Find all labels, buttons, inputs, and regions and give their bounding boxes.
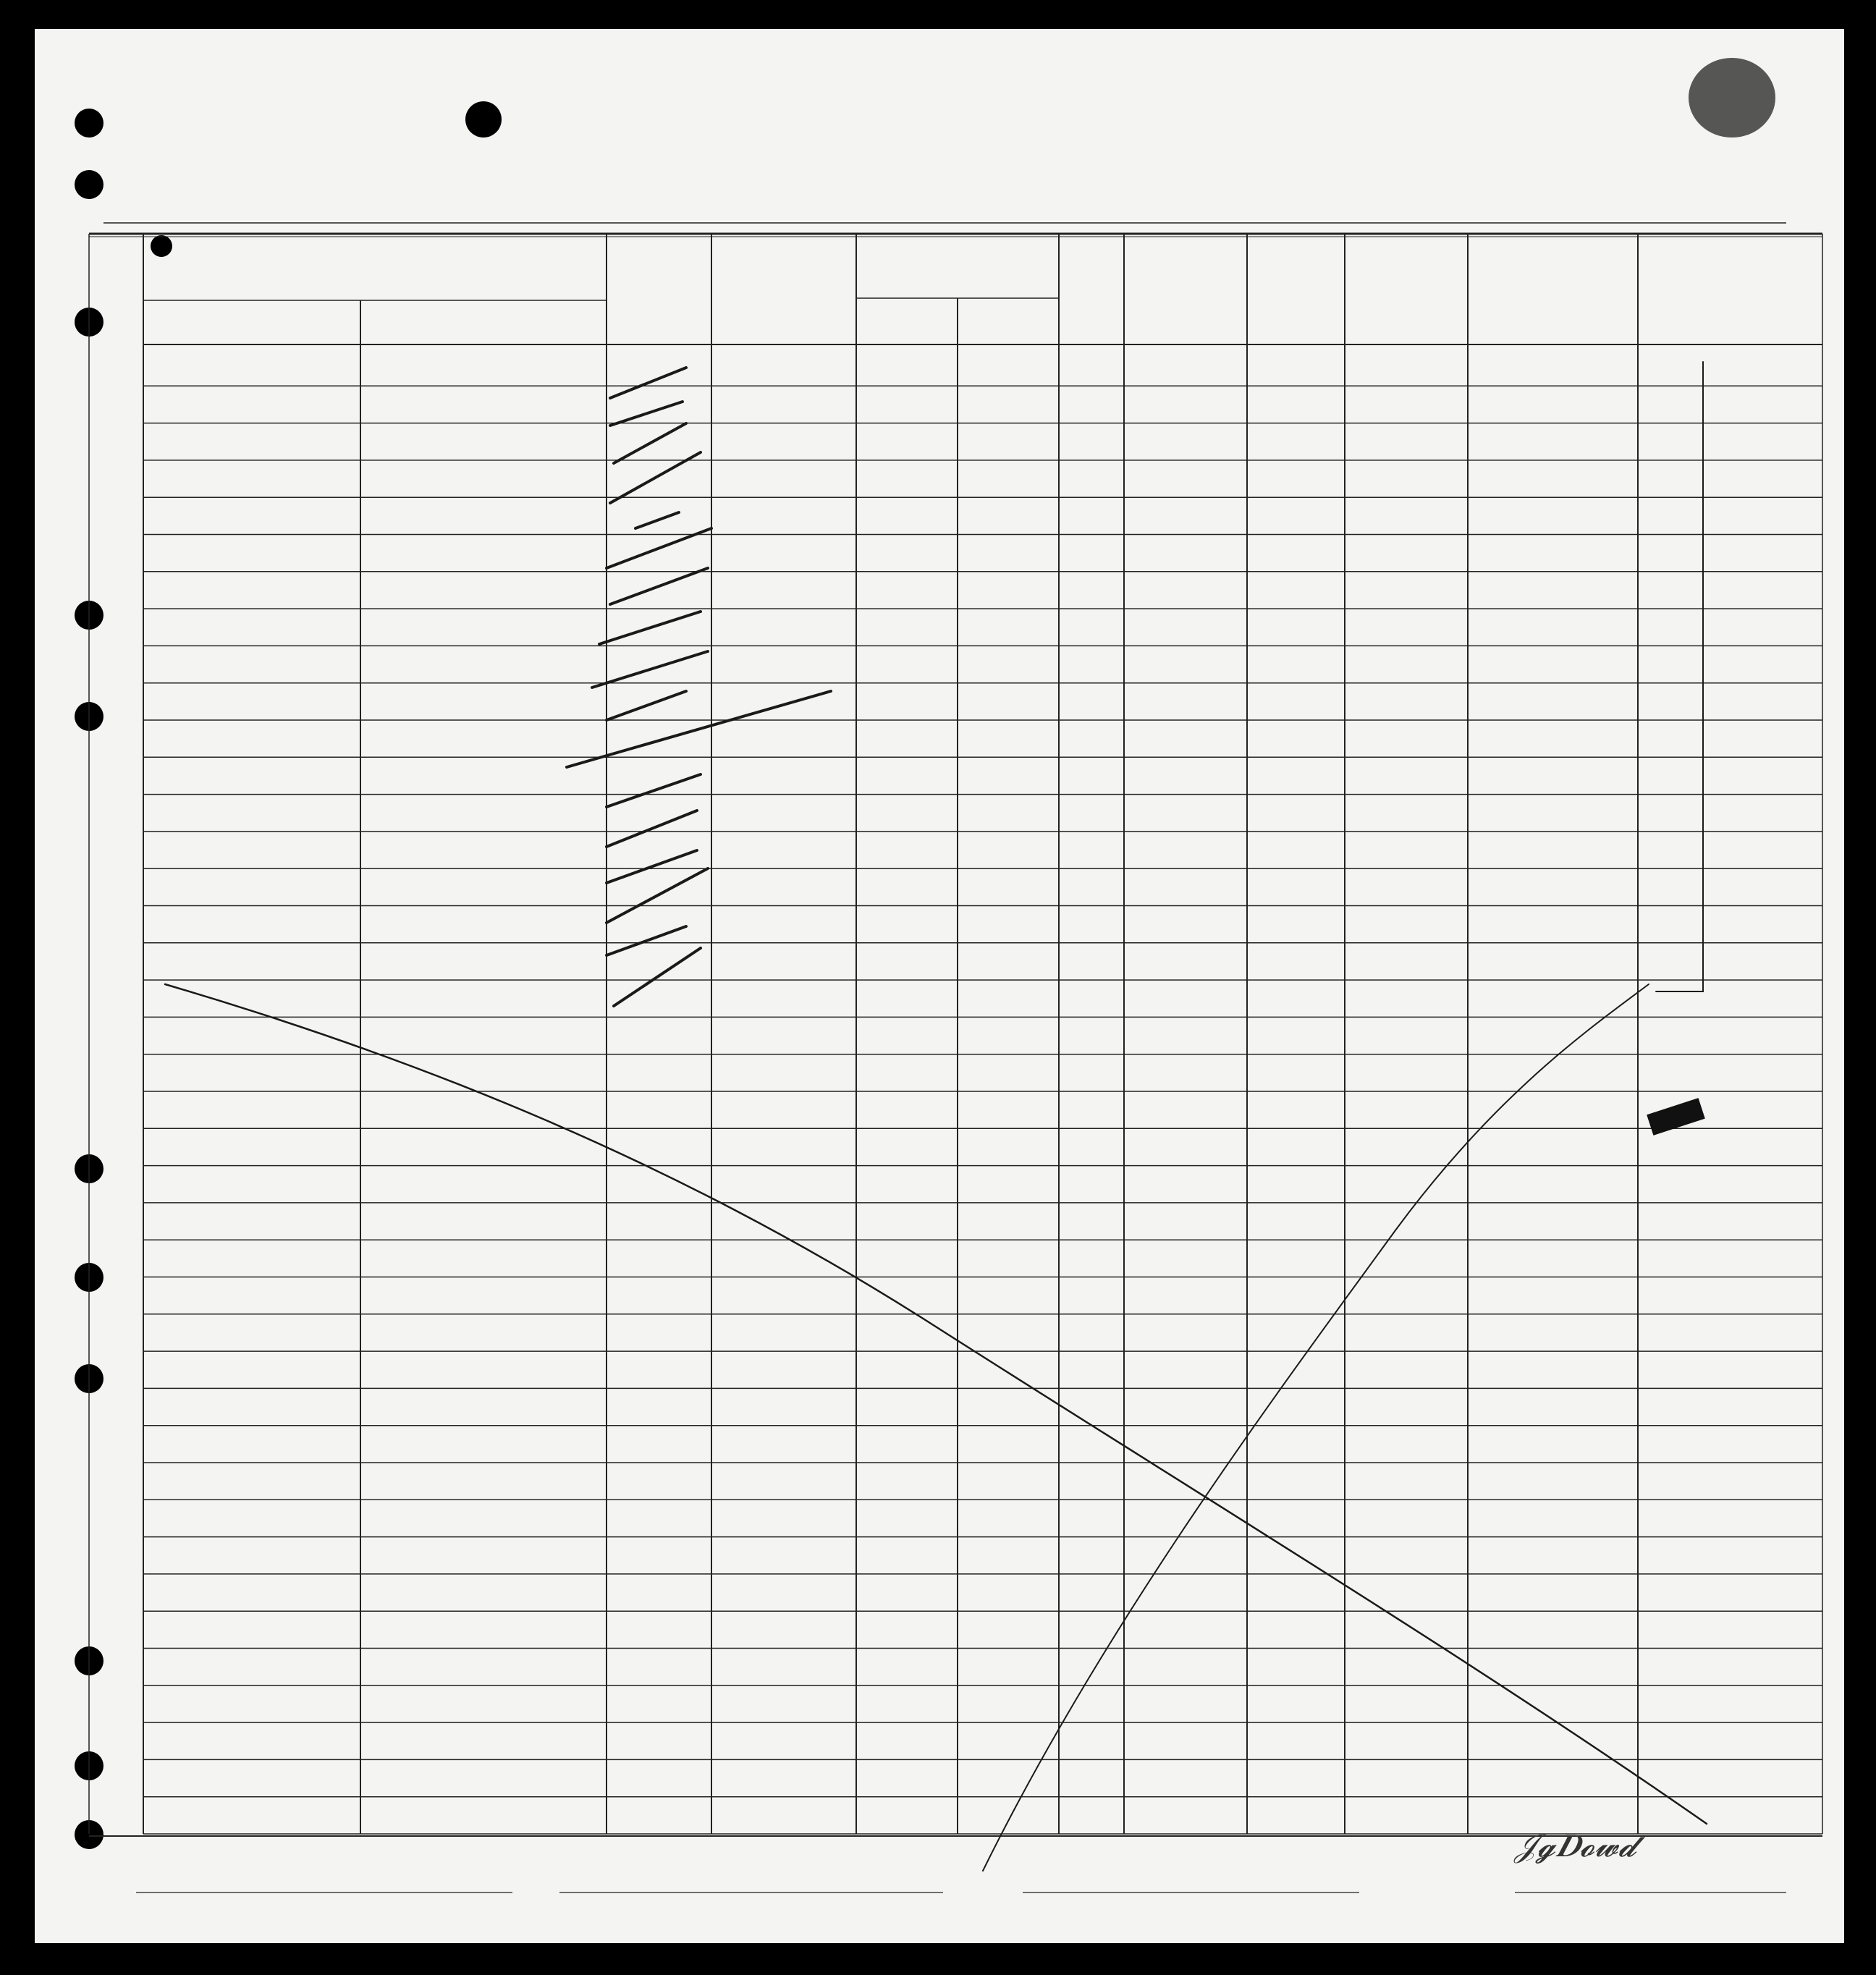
cancel-line	[165, 984, 1707, 1824]
tick-mark	[635, 512, 679, 528]
tick-mark	[610, 402, 683, 426]
tick-mark	[607, 850, 697, 883]
tick-mark	[607, 811, 697, 847]
tick-mark	[614, 948, 701, 1006]
officer-signature: 𝒥𝓰𝑫𝓸𝔀𝓭	[1515, 1827, 1637, 1864]
tick-mark	[610, 568, 708, 604]
tick-mark	[607, 774, 701, 807]
tick-mark	[607, 926, 686, 955]
cancel-line	[983, 984, 1649, 1871]
tick-mark	[592, 651, 708, 688]
tick-mark	[599, 612, 701, 644]
tick-mark	[610, 368, 686, 398]
manifest-grid	[35, 29, 1844, 1943]
manifest-sheet	[35, 29, 1844, 1943]
tick-mark	[607, 691, 686, 720]
action-bracket	[1656, 362, 1703, 991]
tick-mark	[614, 423, 686, 463]
